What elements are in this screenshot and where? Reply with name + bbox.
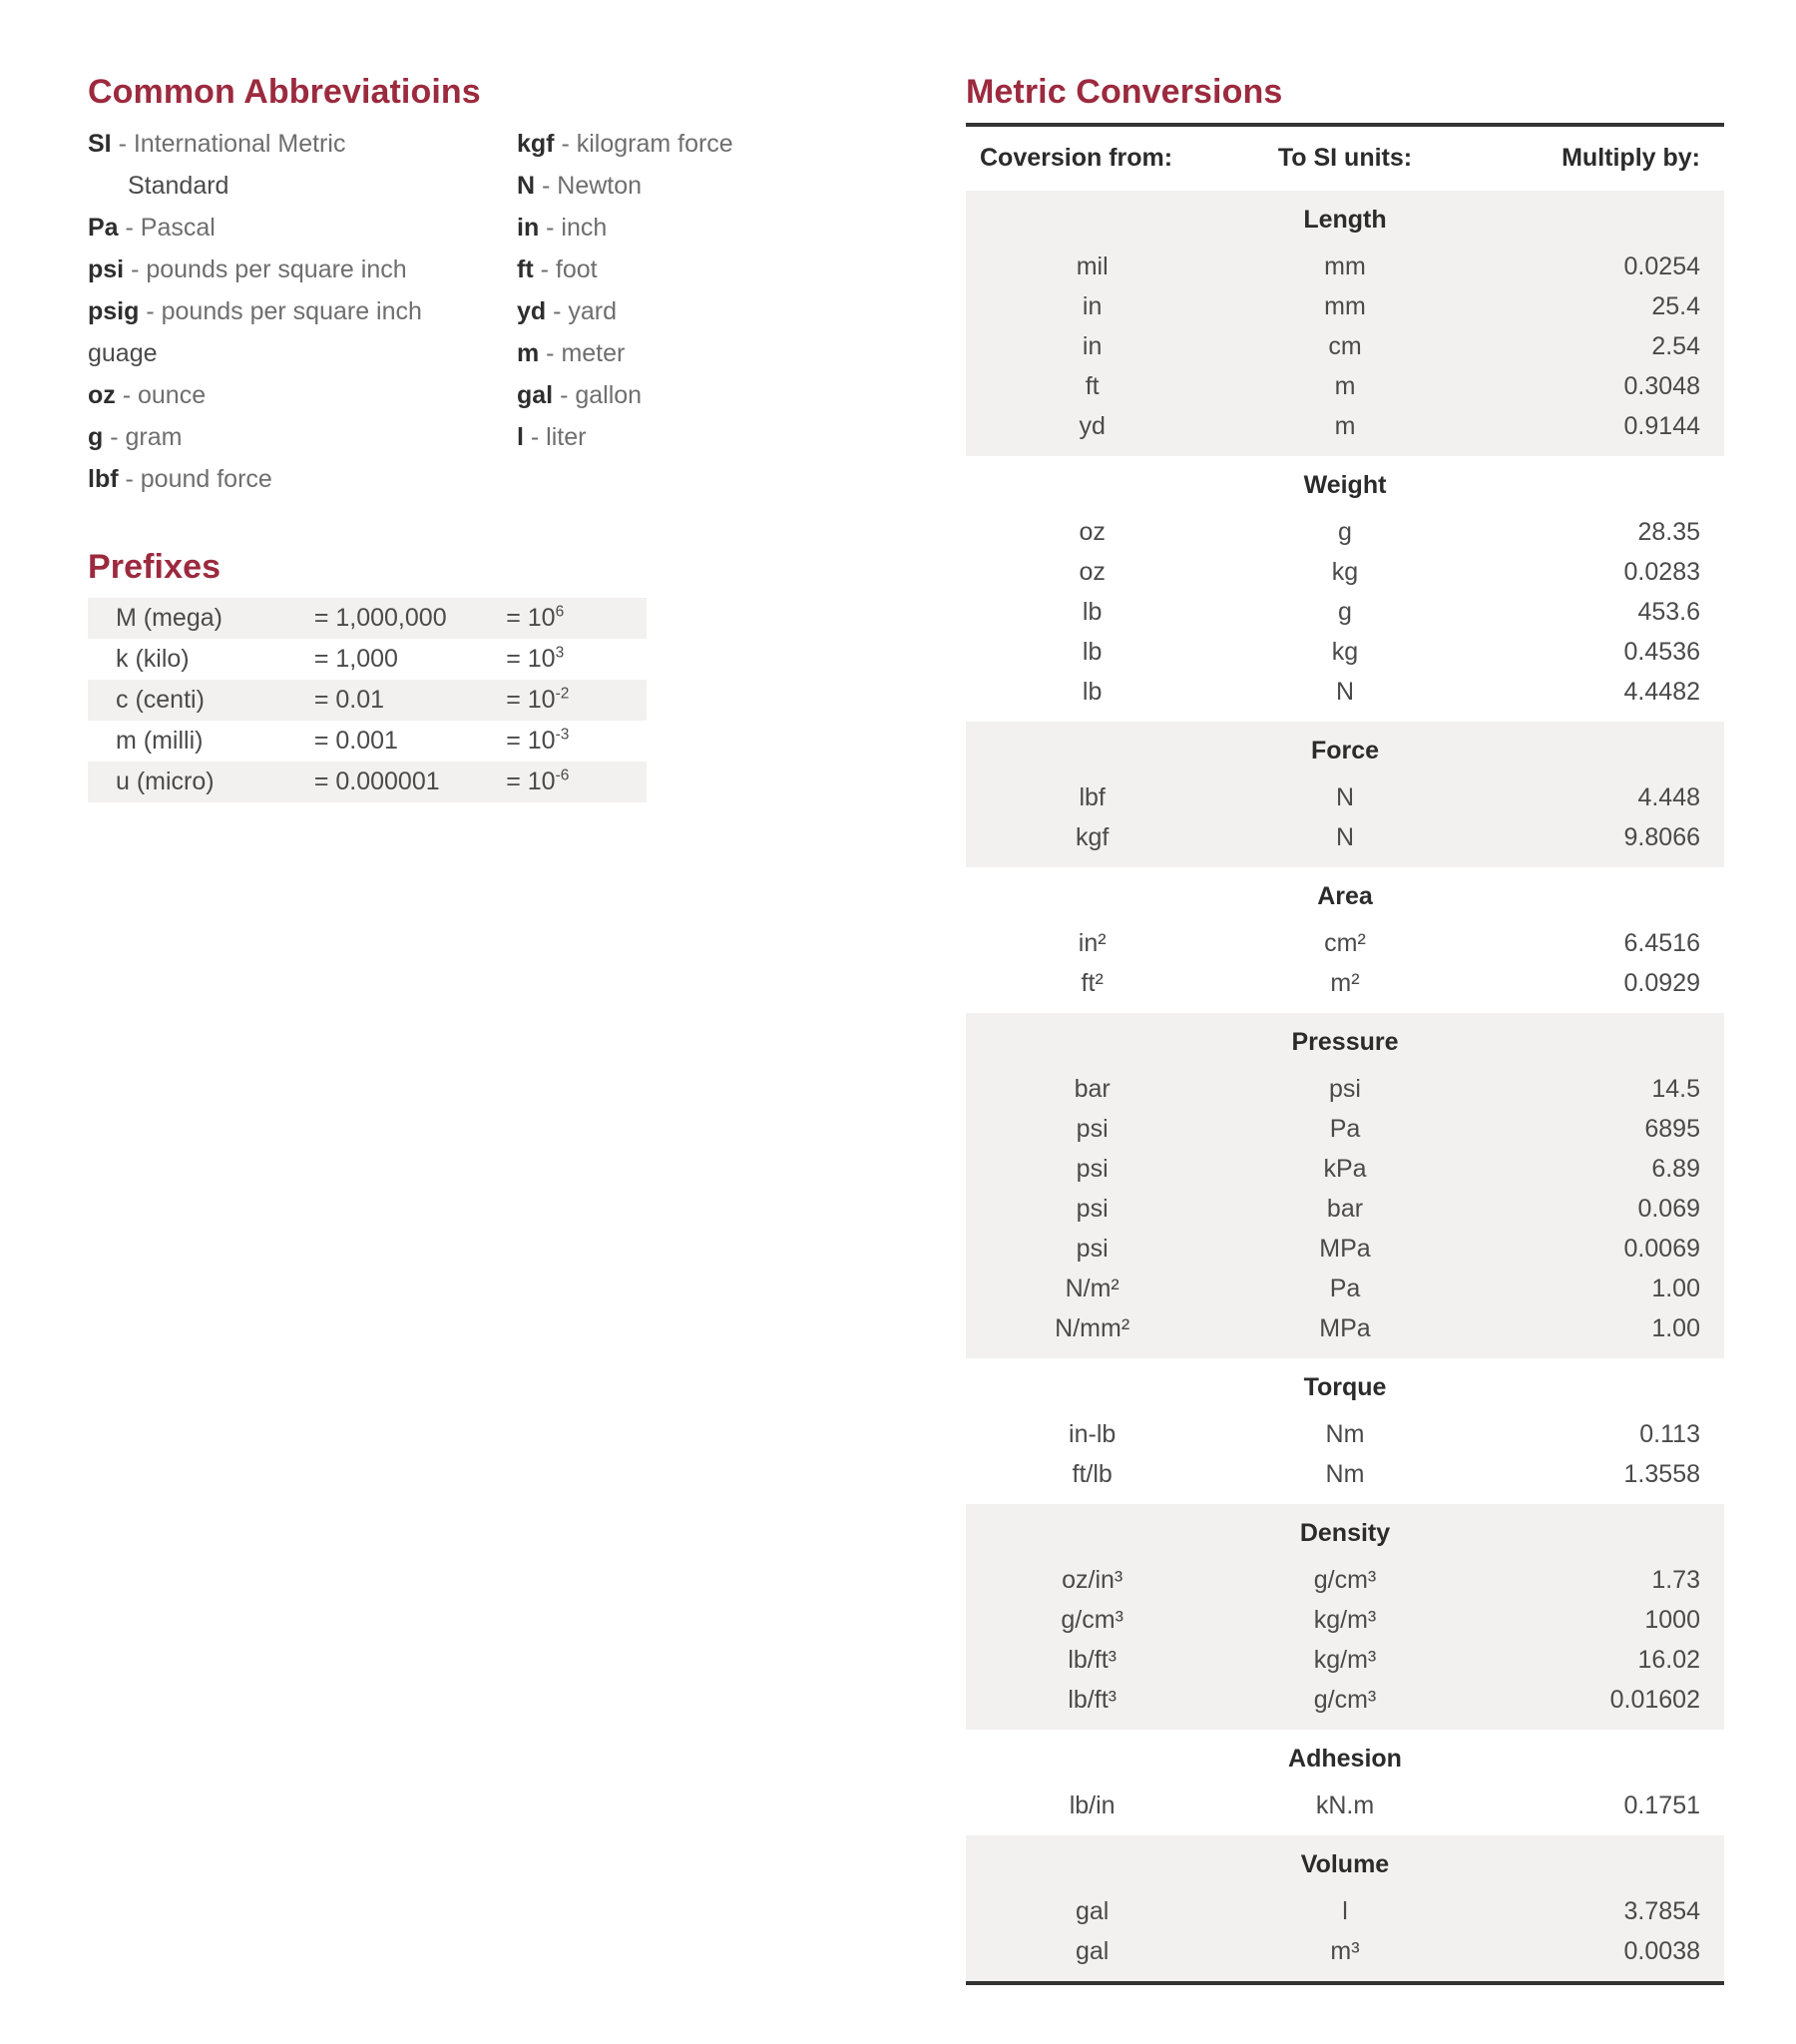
table-bottom-rule — [966, 1983, 1724, 1991]
abbreviation-item — [517, 123, 806, 165]
abbreviations-column-left — [88, 123, 517, 500]
conversion-category-label: Area — [966, 867, 1724, 923]
conversion-factor: 1.00 — [1472, 1308, 1724, 1348]
conversion-category-row — [966, 1013, 1724, 1069]
section-spacer — [966, 1348, 1724, 1358]
conversion-from-unit: N/m² — [966, 1269, 1218, 1308]
conversion-to-unit: m — [1218, 406, 1471, 446]
abbreviation-symbol: N — [517, 171, 536, 200]
conversion-category-row — [966, 1730, 1724, 1786]
conversion-to-unit: m — [1218, 366, 1471, 406]
abbreviation-item — [517, 332, 806, 374]
conversion-row — [966, 1149, 1724, 1189]
section-spacer — [966, 1003, 1724, 1013]
conversion-to-unit: MPa — [1218, 1229, 1471, 1269]
conversion-row — [966, 366, 1724, 406]
conversion-factor: 0.0929 — [1472, 963, 1724, 1003]
abbreviation-symbol: kgf — [517, 129, 555, 158]
abbreviation-description: - International Metric — [111, 129, 346, 158]
conversion-category-label: Force — [966, 722, 1724, 777]
prefix-exponent-base: = 10 — [506, 766, 556, 795]
conversion-from-unit: kgf — [966, 817, 1218, 857]
conversion-to-unit: g/cm³ — [1218, 1560, 1471, 1600]
abbreviation-item — [517, 374, 806, 416]
prefix-exponent-power: 3 — [555, 644, 565, 662]
conversion-to-unit: m³ — [1218, 1931, 1471, 1971]
prefix-exponent — [506, 680, 647, 721]
abbreviation-description: - meter — [539, 338, 626, 367]
conversion-factor: 3.7854 — [1472, 1891, 1724, 1931]
abbreviation-description: - gallon — [553, 380, 643, 409]
conversion-from-unit: in — [966, 326, 1218, 366]
prefix-row — [88, 680, 647, 721]
abbreviation-item — [88, 290, 517, 332]
conversion-to-unit: N — [1218, 672, 1471, 712]
conversion-to-unit: kg/m³ — [1218, 1640, 1471, 1680]
conversion-row — [966, 1891, 1724, 1931]
prefix-name: u (micro) — [88, 762, 314, 802]
conversion-factor: 1.73 — [1472, 1560, 1724, 1600]
conversion-row — [966, 552, 1724, 592]
prefix-exponent-power: -3 — [555, 726, 570, 744]
conversion-row — [966, 326, 1724, 366]
section-spacer — [966, 712, 1724, 722]
conversion-row — [966, 592, 1724, 632]
abbreviation-symbol: g — [88, 422, 104, 451]
prefix-exponent — [506, 721, 647, 762]
conversion-factor: 0.0038 — [1472, 1931, 1724, 1971]
conversion-row — [966, 1680, 1724, 1720]
conversion-from-unit: psi — [966, 1229, 1218, 1269]
prefix-exponent — [506, 762, 647, 802]
abbreviation-description: - gram — [103, 422, 183, 451]
conversion-to-unit: l — [1218, 1891, 1471, 1931]
abbreviation-description: - yard — [546, 296, 618, 325]
conversion-to-unit: kg — [1218, 552, 1471, 592]
conversion-row — [966, 1229, 1724, 1269]
conversion-row — [966, 1069, 1724, 1109]
conversion-to-unit: bar — [1218, 1189, 1471, 1229]
conversion-factor: 28.35 — [1472, 512, 1724, 552]
section-spacer — [966, 1825, 1724, 1835]
conversion-to-unit: kPa — [1218, 1149, 1471, 1189]
abbreviation-description: - kilogram force — [554, 129, 733, 158]
section-spacer — [966, 446, 1724, 456]
conversion-category-row — [966, 456, 1724, 512]
conversion-from-unit: oz/in³ — [966, 1560, 1218, 1600]
conversion-from-unit: bar — [966, 1069, 1218, 1109]
prefix-value: = 1,000,000 — [314, 598, 506, 639]
conversion-factor: 25.4 — [1472, 286, 1724, 326]
conversion-factor: 16.02 — [1472, 1640, 1724, 1680]
table-header-row — [966, 133, 1724, 191]
conversion-from-unit: g/cm³ — [966, 1600, 1218, 1640]
conversion-factor: 0.069 — [1472, 1189, 1724, 1229]
prefix-value: = 1,000 — [313, 644, 398, 673]
conversion-to-unit: Nm — [1218, 1414, 1471, 1454]
conversion-row — [966, 1931, 1724, 1971]
conversion-factor: 0.01602 — [1472, 1680, 1724, 1720]
conversion-from-unit: ft² — [966, 963, 1218, 1003]
conversion-row — [966, 1600, 1724, 1640]
conversion-factor: 6.4516 — [1472, 923, 1724, 963]
conversion-factor: 0.0069 — [1472, 1229, 1724, 1269]
conversion-from-unit: psi — [966, 1109, 1218, 1149]
conversion-factor: 4.4482 — [1472, 672, 1724, 712]
prefix-exponent-base: = 10 — [506, 603, 556, 632]
conversion-from-unit: psi — [966, 1149, 1218, 1189]
conversion-from-unit: gal — [966, 1891, 1218, 1931]
section-spacer — [966, 1494, 1724, 1504]
conversion-to-unit: N — [1218, 817, 1471, 857]
conversion-from-unit: ft — [966, 366, 1218, 406]
conversion-factor: 0.3048 — [1472, 366, 1724, 406]
abbreviation-symbol: m — [517, 338, 540, 367]
conversion-from-unit: gal — [966, 1931, 1218, 1971]
to-si-units-header: To SI units: — [1277, 143, 1413, 172]
conversion-row — [966, 1640, 1724, 1680]
conversion-to-unit: m² — [1218, 963, 1471, 1003]
abbreviation-item — [88, 207, 517, 249]
conversion-row — [966, 1269, 1724, 1308]
conversion-row — [966, 512, 1724, 552]
abbreviations-title: Common Abbreviatioins — [88, 73, 481, 111]
conversion-to-unit: kN.m — [1218, 1786, 1471, 1825]
conversion-factor: 14.5 — [1472, 1069, 1724, 1109]
conversion-factor: 0.4536 — [1472, 632, 1724, 672]
conversion-row — [966, 817, 1724, 857]
abbreviation-symbol: in — [517, 213, 540, 242]
conversion-row — [966, 1414, 1724, 1454]
conversion-factor: 0.1751 — [1472, 1786, 1724, 1825]
conversion-row — [966, 247, 1724, 286]
prefix-exponent-base: = 10 — [506, 644, 556, 673]
abbreviation-symbol: ft — [517, 255, 534, 283]
conversion-factor: 2.54 — [1472, 326, 1724, 366]
conversion-factor: 0.113 — [1472, 1414, 1724, 1454]
conversion-to-unit: g — [1218, 512, 1471, 552]
conversion-from-unit: lb/ft³ — [966, 1640, 1218, 1680]
abbreviation-continuation: guage — [88, 338, 158, 367]
prefix-exponent-base: = 10 — [506, 726, 556, 755]
conversion-factor: 1.00 — [1472, 1269, 1724, 1308]
conversion-to-unit: psi — [1218, 1069, 1471, 1109]
conversion-from-unit: lb/ft³ — [966, 1680, 1218, 1720]
conversion-to-unit: mm — [1218, 247, 1471, 286]
conversion-category-label: Torque — [966, 1358, 1724, 1414]
conversion-row — [966, 672, 1724, 712]
conversion-category-row — [966, 1835, 1724, 1891]
conversion-from-unit: lbf — [966, 777, 1218, 817]
prefix-exponent-power: -6 — [555, 766, 570, 784]
conversion-to-unit: Pa — [1218, 1109, 1471, 1149]
conversion-from-unit: lb — [966, 592, 1218, 632]
conversion-row — [966, 1454, 1724, 1494]
conversion-factor: 453.6 — [1472, 592, 1724, 632]
conversion-factor: 6.89 — [1472, 1149, 1724, 1189]
conversion-to-unit: N — [1218, 777, 1471, 817]
abbreviation-description: - liter — [523, 422, 587, 451]
conversion-from-unit: lb — [966, 632, 1218, 672]
abbreviation-description: - Newton — [535, 171, 643, 200]
prefix-row — [88, 762, 647, 802]
prefix-value: = 0.000001 — [314, 762, 506, 802]
conversion-category-label: Adhesion — [966, 1730, 1724, 1786]
abbreviation-symbol: SI — [88, 129, 112, 158]
conversion-from-unit: lb — [966, 672, 1218, 712]
abbreviation-description: - pounds per square inch — [124, 255, 407, 283]
conversion-from-unit: in — [966, 286, 1218, 326]
conversion-category-row — [966, 1504, 1724, 1560]
conversion-category-row — [966, 867, 1724, 923]
prefix-name: M (mega) — [88, 598, 314, 639]
prefix-value: = 0.01 — [314, 680, 506, 721]
abbreviation-item — [517, 165, 806, 207]
prefix-name: k (kilo) — [116, 644, 190, 673]
prefix-name: m (milli) — [116, 726, 204, 755]
abbreviation-symbol: gal — [517, 380, 554, 409]
conversion-row — [966, 1560, 1724, 1600]
prefix-value: = 0.001 — [313, 726, 398, 755]
conversion-from-unit: psi — [966, 1189, 1218, 1229]
abbreviations-columns — [88, 123, 806, 500]
conversion-to-unit: g — [1218, 592, 1471, 632]
abbreviation-symbol: psi — [88, 255, 125, 283]
abbreviation-description: - inch — [539, 213, 608, 242]
conversion-factor: 0.0283 — [1472, 552, 1724, 592]
conversion-to-unit: Pa — [1218, 1269, 1471, 1308]
abbreviation-description: - foot — [533, 255, 598, 283]
abbreviation-description: - Pascal — [118, 213, 216, 242]
conversion-from-unit: oz — [966, 552, 1218, 592]
abbreviation-symbol: oz — [88, 380, 116, 409]
metric-conversions-table — [966, 123, 1724, 1991]
conversion-row — [966, 777, 1724, 817]
conversion-category-label: Weight — [966, 456, 1724, 512]
prefix-exponent — [506, 598, 647, 639]
conversion-from-unit: mil — [966, 247, 1218, 286]
conversion-factor: 4.448 — [1472, 777, 1724, 817]
abbreviation-item — [88, 374, 517, 416]
conversion-row — [966, 923, 1724, 963]
conversion-category-row — [966, 722, 1724, 777]
conversion-row — [966, 406, 1724, 446]
prefix-row — [88, 598, 647, 639]
conversion-factor: 0.0254 — [1472, 247, 1724, 286]
conversion-to-unit: g/cm³ — [1218, 1680, 1471, 1720]
metric-conversions-section — [966, 72, 1724, 1991]
conversion-factor: 9.8066 — [1472, 817, 1724, 857]
prefixes-table — [88, 598, 647, 802]
section-spacer — [966, 1720, 1724, 1730]
section-spacer — [966, 857, 1724, 867]
multiply-by-header: Multiply by: — [1562, 143, 1700, 172]
abbreviation-symbol: lbf — [88, 464, 119, 493]
conversion-row — [966, 1109, 1724, 1149]
abbreviation-description: - pounds per square inch — [139, 296, 422, 325]
abbreviation-symbol: yd — [517, 296, 547, 325]
prefixes-title: Prefixes — [88, 548, 222, 586]
conversion-to-unit: MPa — [1218, 1308, 1471, 1348]
conversion-from-unit: N/mm² — [966, 1308, 1218, 1348]
conversion-category-row — [966, 1358, 1724, 1414]
conversion-category-row — [966, 191, 1724, 247]
conversion-category-label: Length — [966, 191, 1724, 247]
conversion-row — [966, 286, 1724, 326]
conversion-factor: 1.3558 — [1472, 1454, 1724, 1494]
conversion-to-unit: cm² — [1218, 923, 1471, 963]
conversion-to-unit: cm — [1218, 326, 1471, 366]
abbreviation-description: - pound force — [118, 464, 272, 493]
conversion-from-unit: lb/in — [966, 1786, 1218, 1825]
prefix-row — [88, 721, 647, 762]
abbreviation-symbol: Pa — [88, 213, 119, 242]
conversion-to-unit: kg/m³ — [1218, 1600, 1471, 1640]
conversion-from-unit: in² — [966, 923, 1218, 963]
abbreviation-description: - ounce — [115, 380, 207, 409]
prefix-row — [88, 639, 647, 680]
abbreviation-item — [517, 249, 806, 290]
abbreviation-item — [88, 458, 517, 500]
conversion-row — [966, 963, 1724, 1003]
conversion-factor: 0.9144 — [1472, 406, 1724, 446]
conversion-category-label: Volume — [966, 1835, 1724, 1891]
conversion-from-unit: yd — [966, 406, 1218, 446]
conversion-from-header: Coversion from: — [980, 143, 1173, 172]
conversion-row — [966, 1189, 1724, 1229]
conversion-from-unit: ft/lb — [966, 1454, 1218, 1494]
abbreviation-item — [517, 416, 806, 458]
abbreviations-section — [88, 72, 806, 500]
conversion-from-unit: in-lb — [966, 1414, 1218, 1454]
metric-conversions-title: Metric Conversions — [966, 73, 1283, 111]
conversion-from-unit: oz — [966, 512, 1218, 552]
conversion-factor: 1000 — [1472, 1600, 1724, 1640]
abbreviation-item — [88, 416, 517, 458]
prefix-exponent-power: -2 — [555, 685, 570, 703]
abbreviation-symbol: l — [517, 422, 524, 451]
prefix-exponent-base: = 10 — [506, 685, 556, 714]
conversion-row — [966, 632, 1724, 672]
conversion-row — [966, 1786, 1724, 1825]
prefix-name: c (centi) — [88, 680, 314, 721]
table-top-rule — [966, 125, 1724, 133]
conversion-category-label: Density — [966, 1504, 1724, 1560]
conversion-to-unit: kg — [1218, 632, 1471, 672]
abbreviation-item — [88, 249, 517, 290]
section-spacer — [966, 1971, 1724, 1983]
abbreviation-item — [517, 290, 806, 332]
prefixes-section — [88, 547, 686, 802]
abbreviation-item — [88, 123, 517, 165]
conversion-row — [966, 1308, 1724, 1348]
abbreviations-column-right — [517, 123, 806, 458]
abbreviation-symbol: psig — [88, 296, 140, 325]
conversion-category-label: Pressure — [966, 1013, 1724, 1069]
prefix-exponent-power: 6 — [555, 603, 565, 621]
abbreviation-item — [517, 207, 806, 249]
conversion-to-unit: Nm — [1218, 1454, 1471, 1494]
conversion-to-unit: mm — [1218, 286, 1471, 326]
abbreviation-continuation: Standard — [128, 171, 229, 200]
prefix-exponent — [506, 639, 647, 680]
conversion-factor: 6895 — [1472, 1109, 1724, 1149]
